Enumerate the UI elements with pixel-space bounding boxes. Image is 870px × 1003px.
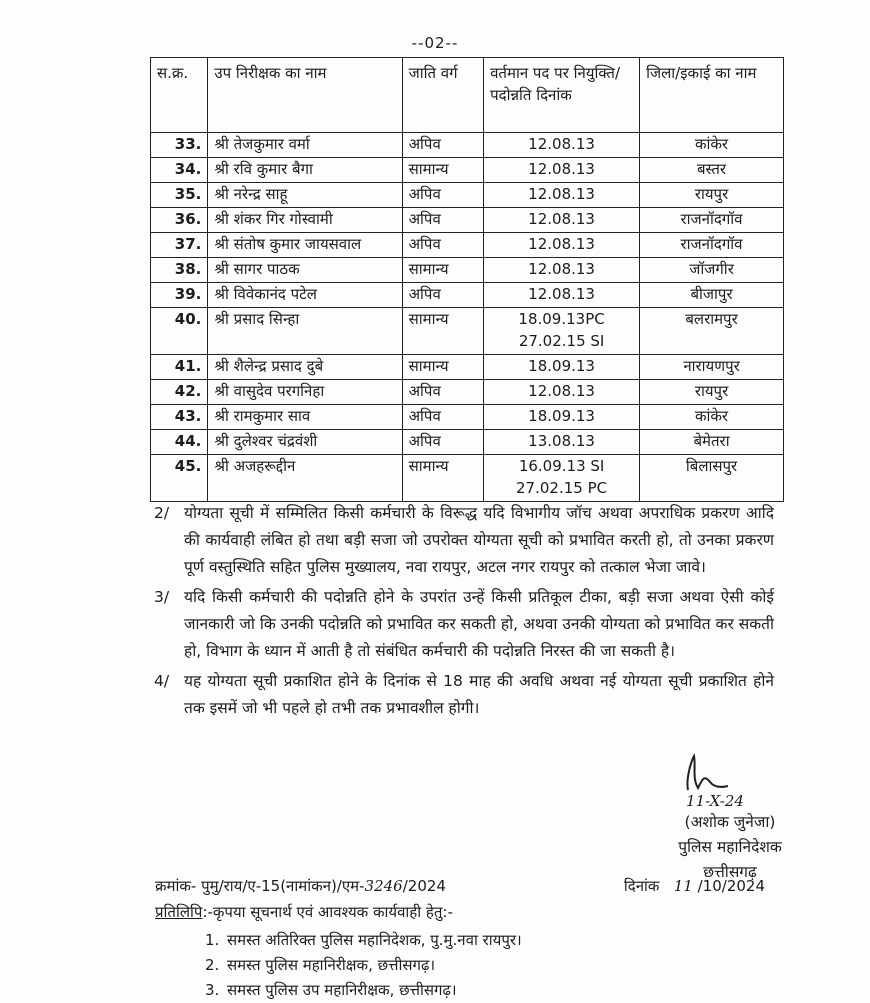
page-number: --02--: [411, 34, 459, 52]
date-line: 18.09.13: [528, 407, 595, 425]
date-line: 12.08.13: [528, 135, 595, 153]
reference-prefix: क्रमांक- पुमु/राय/ए-15(नामांकन)/एम-: [155, 877, 365, 895]
reference-number: [155, 876, 446, 896]
clause-text: यदि किसी कर्मचारी की पदोन्नति होने के उपरांत उन्हें किसी प्रतिकूल टीका, बड़ी सजा अथवा ऐसी कोई जानकारी जो कि उनकी पदोन्नति को प्रभावित कर सकती हो, अथवा उनकी योग्यता को प्रभावित कर सकती हो, विभाग के ध्यान में आती है तो संबंधित कर्मचारी की पदोन्नति निरस्त की जा सकती है।: [184, 588, 774, 660]
cell-date: [484, 283, 640, 308]
cell-serial: 38.: [151, 258, 208, 283]
date-line: 18.09.13PC: [518, 310, 605, 328]
clause-text: यह योग्यता सूची प्रकाशित होने के दिनांक से 18 माह की अवधि अथवा नई योग्यता सूची प्रकाशित होने तक इसमें जो भी पहले हो तभी तक प्रभावशील होगी।: [184, 672, 774, 717]
cell-date: [484, 233, 640, 258]
copy-label: प्रतिलिपि: [155, 903, 203, 921]
cell-date: [484, 355, 640, 380]
table-row: [151, 455, 784, 502]
cell-serial: 44.: [151, 430, 208, 455]
table-row: [151, 283, 784, 308]
cell-district: बेमेतरा: [640, 430, 784, 455]
cell-serial: 40.: [151, 308, 208, 355]
cell-name: श्री सागर पाठक: [208, 258, 402, 283]
cell-district: बलरामपुर: [640, 308, 784, 355]
cell-serial: 45.: [151, 455, 208, 502]
table-header-row: [151, 58, 784, 133]
signatory-name: (अशोक जुनेजा): [684, 813, 776, 831]
cell-district: जॉजगीर: [640, 258, 784, 283]
cell-serial: 33.: [151, 133, 208, 158]
list-item-number: 2.: [205, 956, 220, 974]
clause-4: [154, 668, 774, 722]
table-row: [151, 183, 784, 208]
date-line: 12.08.13: [528, 160, 595, 178]
cell-date: [484, 158, 640, 183]
clauses: [154, 500, 774, 725]
cell-district: कांकेर: [640, 133, 784, 158]
cell-date: [484, 405, 640, 430]
reference-suffix: /2024: [402, 877, 446, 895]
date-line: 12.08.13: [528, 185, 595, 203]
cell-district: बस्तर: [640, 158, 784, 183]
table-row: [151, 158, 784, 183]
table-row: [151, 405, 784, 430]
cell-name: श्री शंकर गिर गोस्वामी: [208, 208, 402, 233]
cell-district: रायपुर: [640, 183, 784, 208]
copy-heading: [155, 902, 453, 922]
cell-category: सामान्य: [402, 308, 484, 355]
copy-text: :-कृपया सूचनार्थ एवं आवश्यक कार्यवाही हेतु:-: [202, 903, 453, 921]
list-item: [205, 953, 522, 978]
cell-name: श्री दुलेश्वर चंद्रवंशी: [208, 430, 402, 455]
cell-name: श्री प्रसाद सिन्हा: [208, 308, 402, 355]
table-row: [151, 380, 784, 405]
table-row: [151, 208, 784, 233]
date-line: 12.08.13: [528, 285, 595, 303]
reference-date-suffix: /10/2024: [697, 877, 765, 895]
list-item-number: 3.: [205, 981, 220, 999]
cell-district: बीजापुर: [640, 283, 784, 308]
list-item-number: 1.: [205, 931, 220, 949]
cell-date: [484, 455, 640, 502]
reference-date-label: दिनांक: [623, 877, 660, 895]
cell-category: अपिव: [402, 283, 484, 308]
clause-2: [154, 500, 774, 581]
list-item-text: समस्त पुलिस महानिरीक्षक, छत्तीसगढ़।: [227, 956, 436, 974]
cell-serial: 39.: [151, 283, 208, 308]
signatory-state: छत्तीसगढ़: [703, 863, 757, 881]
cell-district: कांकेर: [640, 405, 784, 430]
cell-district: बिलासपुर: [640, 455, 784, 502]
cell-category: अपिव: [402, 233, 484, 258]
cell-name: श्री नरेन्द्र साहू: [208, 183, 402, 208]
reference-handwritten-no: 3246: [364, 877, 403, 895]
cell-category: अपिव: [402, 405, 484, 430]
cell-serial: 36.: [151, 208, 208, 233]
cell-category: अपिव: [402, 380, 484, 405]
cell-date: [484, 308, 640, 355]
cell-date: [484, 380, 640, 405]
cell-date: [484, 258, 640, 283]
signature-block: [640, 752, 820, 885]
cell-district: नारायणपुर: [640, 355, 784, 380]
officers-table: [150, 57, 784, 502]
cell-serial: 42.: [151, 380, 208, 405]
date-line: 12.08.13: [528, 260, 595, 278]
header-district: जिला/इकाई का नाम: [640, 58, 784, 133]
date-line: 27.02.15 SI: [518, 332, 605, 350]
table-row: [151, 355, 784, 380]
header-date: वर्तमान पद पर नियुक्ति/पदोन्नति दिनांक: [484, 58, 640, 133]
date-line: 18.09.13: [528, 357, 595, 375]
table-row: [151, 258, 784, 283]
cell-category: अपिव: [402, 208, 484, 233]
date-line: 27.02.15 PC: [516, 479, 608, 497]
list-item: [205, 978, 522, 1003]
cell-category: अपिव: [402, 133, 484, 158]
header-name: उप निरीक्षक का नाम: [208, 58, 402, 133]
cell-date: [484, 430, 640, 455]
table-row: [151, 308, 784, 355]
clause-number: 4/: [154, 672, 170, 690]
cell-date: [484, 133, 640, 158]
cell-date: [484, 183, 640, 208]
clause-number: 3/: [154, 588, 170, 606]
header-category: जाति वर्ग: [402, 58, 484, 133]
table-body: [151, 133, 784, 502]
table-row: [151, 233, 784, 258]
cell-name: श्री रामकुमार साव: [208, 405, 402, 430]
cell-name: श्री शैलेन्द्र प्रसाद दुबे: [208, 355, 402, 380]
cell-serial: 34.: [151, 158, 208, 183]
cell-district: रायपुर: [640, 380, 784, 405]
cell-district: राजनॉदगॉव: [640, 208, 784, 233]
date-line: 16.09.13 SI: [518, 457, 605, 475]
cell-name: श्री वासुदेव परगनिहा: [208, 380, 402, 405]
list-item: [205, 928, 522, 953]
clause-text: योग्यता सूची में सम्मिलित किसी कर्मचारी के विरूद्ध यदि विभागीय जॉच अथवा अपराधिक प्रकरण आदि की कार्यवाही लंबित हो तथा बड़ी सजा जो उपरोक्त योग्यता सूची को प्रभावित करती हो, तो उनका प्रकरण पूर्ण वस्तुस्थिति सहित पुलिस मुख्यालय, नवा रायपुर, अटल नगर रायपुर को तत्काल भेजा जावे।: [184, 504, 774, 576]
cell-category: अपिव: [402, 183, 484, 208]
signatory-designation: पुलिस महानिदेशक: [678, 838, 782, 856]
date-line: 13.08.13: [528, 432, 595, 450]
cell-category: सामान्य: [402, 158, 484, 183]
cell-name: श्री संतोष कुमार जायसवाल: [208, 233, 402, 258]
cell-date: [484, 208, 640, 233]
cell-name: श्री रवि कुमार बैगा: [208, 158, 402, 183]
list-item-text: समस्त पुलिस उप महानिरीक्षक, छत्तीसगढ़।: [227, 981, 457, 999]
list-item-text: समस्त अतिरिक्त पुलिस महानिदेशक, पु.मु.नवा रायपुर।: [227, 931, 522, 949]
reference-handwritten-day: 11: [673, 877, 693, 895]
cell-serial: 37.: [151, 233, 208, 258]
table-row: [151, 430, 784, 455]
reference-date: [624, 876, 765, 896]
cell-serial: 41.: [151, 355, 208, 380]
reference-line: [155, 876, 775, 896]
cell-category: सामान्य: [402, 355, 484, 380]
date-line: 12.08.13: [528, 235, 595, 253]
cell-district: राजनॉदगॉव: [640, 233, 784, 258]
cell-category: सामान्य: [402, 258, 484, 283]
signature-scribble: [668, 752, 738, 792]
table-row: [151, 133, 784, 158]
cell-serial: 43.: [151, 405, 208, 430]
clause-number: 2/: [154, 504, 170, 522]
date-line: 12.08.13: [528, 210, 595, 228]
cell-category: अपिव: [402, 430, 484, 455]
cell-name: श्री अजहरूद्दीन: [208, 455, 402, 502]
header-serial: स.क्र.: [151, 58, 208, 133]
clause-3: [154, 584, 774, 665]
cell-name: श्री विवेकानंद पटेल: [208, 283, 402, 308]
cell-name: श्री तेजकुमार वर्मा: [208, 133, 402, 158]
cell-serial: 35.: [151, 183, 208, 208]
date-line: 12.08.13: [528, 382, 595, 400]
cell-category: सामान्य: [402, 455, 484, 502]
signature-date: 11-X-24: [686, 792, 744, 810]
